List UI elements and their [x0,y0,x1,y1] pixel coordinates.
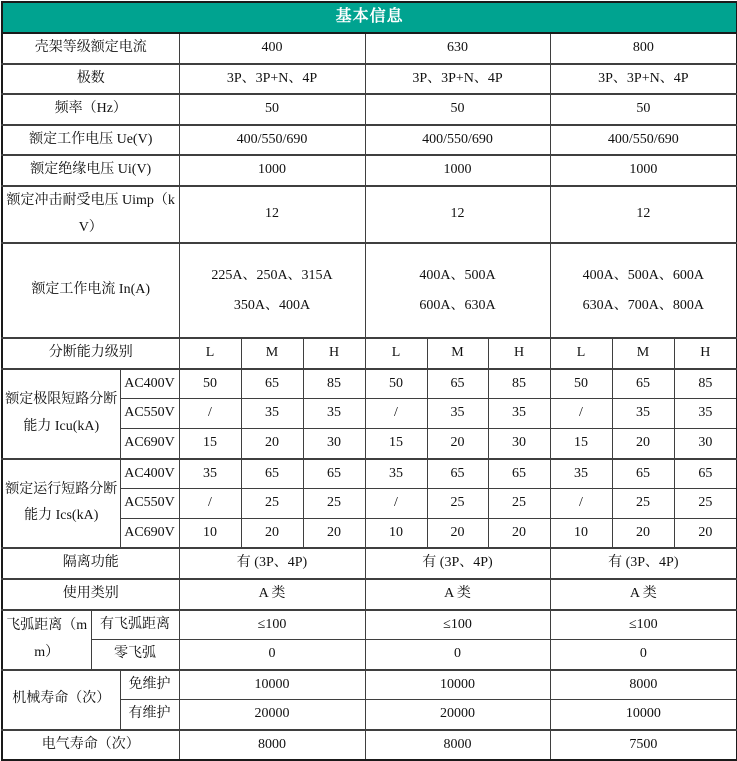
cell: ≤100 [550,610,737,640]
row-label: 机械寿命（次） [2,670,120,730]
cell: 50 [550,94,737,125]
cell: 3P、3P+N、4P [550,64,737,95]
cell: H [303,338,365,369]
cell: ≤100 [179,610,365,640]
cell: 15 [365,428,427,458]
cell: 有 (3P、4P) [550,548,737,579]
cell: 20 [427,518,488,548]
cell: 15 [550,428,612,458]
row-uimp [2,186,737,243]
row-label: 额定冲击耐受电压 Uimp（kV） [2,186,179,243]
row-ui [2,155,737,186]
cell-line: 350A、400A [233,297,311,313]
cell: H [488,338,550,369]
cell: A 类 [550,579,737,610]
row-label: 额定工作电流 In(A) [2,243,179,338]
row-label: 隔离功能 [2,548,179,579]
cell: / [179,399,241,429]
cell: 50 [179,94,365,125]
row-ue [2,125,737,156]
cell: 25 [427,489,488,519]
cell: 1000 [365,155,550,186]
page-title: 基本信息 [2,2,737,33]
cell: 50 [179,369,241,399]
cell: 25 [488,489,550,519]
cell: 35 [365,459,427,489]
row-label: 额定工作电压 Ue(V) [2,125,179,156]
cell: 20 [303,518,365,548]
cell: / [365,399,427,429]
cell: 20 [612,428,674,458]
row-elec-life [2,730,737,761]
cell: 630 [365,33,550,64]
cell: 有 (3P、4P) [179,548,365,579]
cell: 20 [488,518,550,548]
cell: 12 [550,186,737,243]
cell: 400/550/690 [365,125,550,156]
cell: 35 [488,399,550,429]
cell: 0 [365,640,550,670]
row-label: 飞弧距离（mm） [2,610,91,670]
table-header-row [2,2,737,33]
page [1,1,736,761]
cell: 400 [179,33,365,64]
cell: 20 [612,518,674,548]
cell: 35 [674,399,737,429]
cell: / [365,489,427,519]
cell: / [550,489,612,519]
cell: 35 [179,459,241,489]
cell: 0 [179,640,365,670]
cell: 10 [365,518,427,548]
cell: M [427,338,488,369]
cell: 85 [488,369,550,399]
cell: 0 [550,640,737,670]
cell: 35 [427,399,488,429]
row-frame-current [2,33,737,64]
cell: 50 [365,94,550,125]
cell: 有 (3P、4P) [365,548,550,579]
cell: 7500 [550,730,737,761]
row-label: 额定绝缘电压 Ui(V) [2,155,179,186]
cell: 8000 [365,730,550,761]
cell: / [179,489,241,519]
row-label: 分断能力级别 [2,338,179,369]
row-isolation [2,548,737,579]
cell: 65 [612,369,674,399]
row-breaking-level [2,338,737,369]
row-mech-free [2,670,737,700]
cell: 400/550/690 [550,125,737,156]
cell: 20 [427,428,488,458]
cell: 50 [365,369,427,399]
cell: M [241,338,303,369]
cell: 85 [674,369,737,399]
cell: 10 [179,518,241,548]
cell: 65 [427,459,488,489]
sub-label: AC550V [120,489,179,519]
cell: 35 [612,399,674,429]
cell: 35 [241,399,303,429]
cell: 10 [550,518,612,548]
cell-line: 400A、500A、600A [582,268,704,284]
cell-line: 630A、700A、800A [582,297,704,313]
cell: 10000 [365,670,550,700]
cell: 20000 [179,700,365,730]
cell: 30 [674,428,737,458]
sub-label: AC690V [120,518,179,548]
cell: 3P、3P+N、4P [365,64,550,95]
cell: 25 [241,489,303,519]
row-arc-with [2,610,737,640]
cell: 12 [365,186,550,243]
row-label: 额定运行短路分断能力 Ics(kA) [2,459,120,549]
cell: L [365,338,427,369]
cell: A 类 [365,579,550,610]
cell-line: 225A、250A、315A [211,268,333,284]
cell: 15 [179,428,241,458]
sub-label: AC400V [120,369,179,399]
cell: 25 [674,489,737,519]
cell: 20 [674,518,737,548]
cell: L [179,338,241,369]
cell: 8000 [179,730,365,761]
cell: 1000 [179,155,365,186]
cell: 1000 [550,155,737,186]
cell: 20 [241,428,303,458]
cell: 3P、3P+N、4P [179,64,365,95]
row-in-current [2,243,737,338]
spec-table [1,1,737,761]
cell: 12 [179,186,365,243]
cell [179,243,365,338]
row-label: 频率（Hz） [2,94,179,125]
cell: 10000 [179,670,365,700]
cell: / [550,399,612,429]
row-ics-ac400v [2,459,737,489]
cell: 65 [674,459,737,489]
cell-line: 400A、500A [419,268,496,284]
sub-label: 有维护 [120,700,179,730]
cell: 400/550/690 [179,125,365,156]
cell: 30 [303,428,365,458]
row-frequency [2,94,737,125]
sub-label: AC550V [120,399,179,429]
cell: 20 [241,518,303,548]
cell: 65 [241,459,303,489]
row-label: 电气寿命（次） [2,730,179,761]
cell: 8000 [550,670,737,700]
cell [550,243,737,338]
cell: H [674,338,737,369]
cell: A 类 [179,579,365,610]
row-label: 壳架等级额定电流 [2,33,179,64]
cell: 50 [550,369,612,399]
sub-label: AC400V [120,459,179,489]
row-label: 使用类别 [2,579,179,610]
cell: L [550,338,612,369]
row-poles [2,64,737,95]
sub-label: 有飞弧距离 [91,610,179,640]
cell: 10000 [550,700,737,730]
cell: 35 [303,399,365,429]
cell: 65 [488,459,550,489]
cell: 25 [612,489,674,519]
cell [365,243,550,338]
row-label: 极数 [2,64,179,95]
cell: 65 [241,369,303,399]
cell: 65 [427,369,488,399]
row-label: 额定极限短路分断能力 Icu(kA) [2,369,120,459]
cell: 65 [612,459,674,489]
cell: 65 [303,459,365,489]
cell-line: 600A、630A [419,297,496,313]
cell: 30 [488,428,550,458]
sub-label: 免维护 [120,670,179,700]
row-icu-ac400v [2,369,737,399]
cell: 25 [303,489,365,519]
row-category [2,579,737,610]
cell: 20000 [365,700,550,730]
cell: 35 [550,459,612,489]
row-arc-zero [2,640,737,670]
cell: M [612,338,674,369]
sub-label: AC690V [120,428,179,458]
cell: 85 [303,369,365,399]
cell: ≤100 [365,610,550,640]
sub-label: 零飞弧 [91,640,179,670]
cell: 800 [550,33,737,64]
